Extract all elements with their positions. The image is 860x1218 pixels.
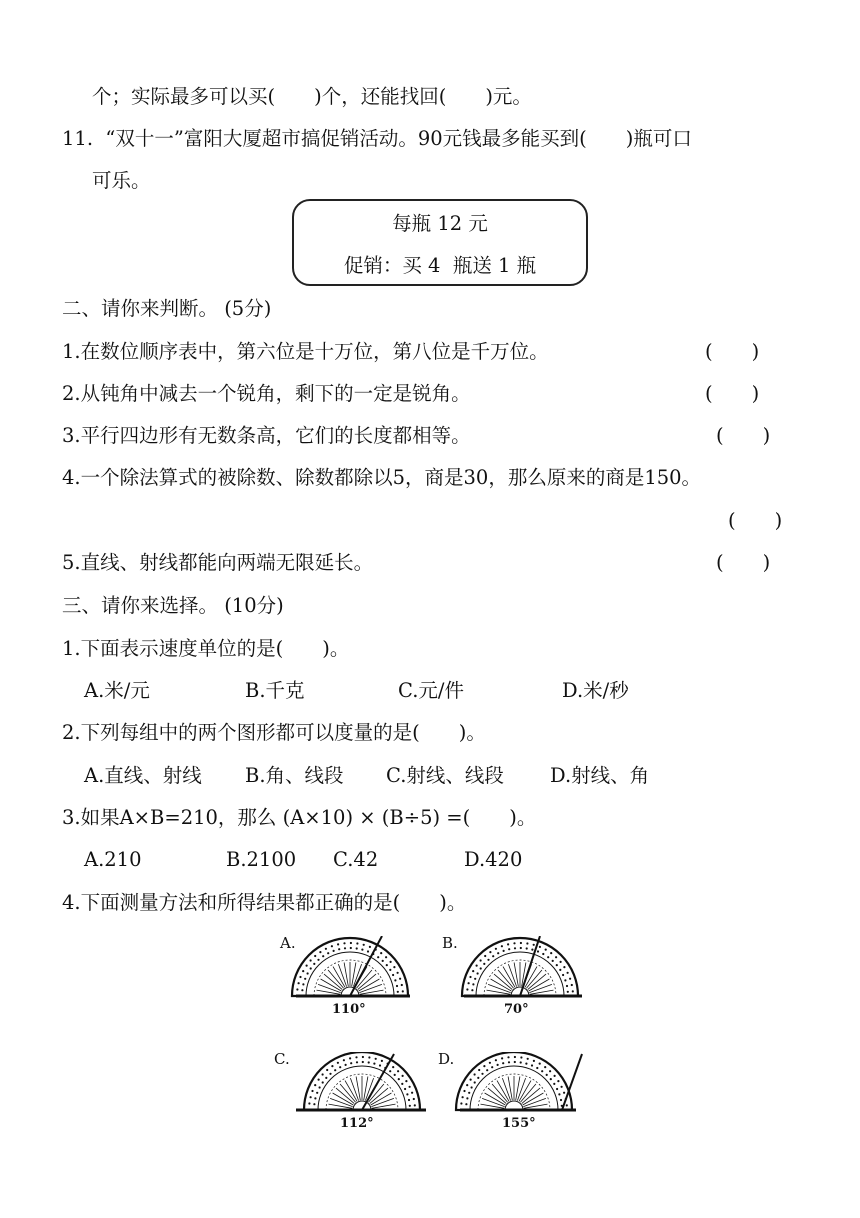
judge-1: 1.在数位顺序表中，第六位是十万位，第八位是千万位。 — [62, 340, 549, 363]
choice-2: 2.下列每组中的两个图形都可以度量的是( )。 — [62, 721, 486, 744]
choice-1-option-c[interactable]: C.元/件 — [398, 679, 464, 702]
protractor-label[interactable]: B. — [442, 934, 458, 952]
judge-2: 2.从钝角中减去一个锐角，剩下的一定是锐角。 — [62, 382, 471, 405]
choice-3-option-c[interactable]: C.42 — [333, 848, 379, 871]
protractor-figure-a — [282, 936, 442, 1026]
choice-2-option-d[interactable]: D.射线、角 — [550, 764, 650, 787]
choice-3-option-a[interactable]: A.210 — [84, 848, 142, 871]
protractor-reading: 155° — [502, 1116, 536, 1131]
protractor-figure-d — [440, 1052, 600, 1142]
judge-2-answer-blank[interactable]: ( ) — [705, 382, 760, 405]
judge-4: 4.一个除法算式的被除数、除数都除以5，商是30，那么原来的商是150。 — [62, 466, 702, 489]
judge-5-answer-blank[interactable]: ( ) — [716, 551, 771, 574]
choice-1-option-b[interactable]: B.千克 — [245, 679, 305, 702]
choice-3-option-d[interactable]: D.420 — [464, 848, 523, 871]
choice-1-option-a[interactable]: A.米/元 — [84, 679, 150, 702]
section-2-heading: 二、请你来判断。 (5分) — [62, 297, 272, 320]
choice-2-option-c[interactable]: C.射线、线段 — [386, 764, 504, 787]
choice-1: 1.下面表示速度单位的是( )。 — [62, 637, 350, 660]
q10-continuation: 个；实际最多可以买( )个，还能找回( )元。 — [92, 85, 532, 108]
choice-4: 4.下面测量方法和所得结果都正确的是( )。 — [62, 891, 467, 914]
promo-offer: 促销：买 4 瓶送 1 瓶 — [343, 254, 537, 277]
judge-1-answer-blank[interactable]: ( ) — [705, 340, 760, 363]
protractor-figure-b — [444, 936, 604, 1026]
protractor-label[interactable]: C. — [274, 1050, 290, 1068]
promo-box — [292, 199, 588, 286]
choice-2-option-a[interactable]: A.直线、射线 — [84, 764, 202, 787]
choice-1-option-d[interactable]: D.米/秒 — [562, 679, 629, 702]
promo-price: 每瓶 12 元 — [392, 212, 488, 235]
choice-3: 3.如果A×B=210，那么 (A×10) × (B÷5) =( )。 — [62, 806, 537, 829]
judge-3-answer-blank[interactable]: ( ) — [716, 424, 771, 447]
section-3-heading: 三、请你来选择。 (10分) — [62, 594, 284, 617]
q11-text: 11. “双十一”富阳大厦超市搞促销活动。90元钱最多能买到( )瓶可口 — [62, 127, 692, 150]
protractor-reading: 70° — [504, 1002, 529, 1017]
choice-3-option-b[interactable]: B.2100 — [226, 848, 297, 871]
protractor-figure-c — [276, 1052, 436, 1142]
protractor-label[interactable]: D. — [438, 1050, 455, 1068]
choice-2-option-b[interactable]: B.角、线段 — [245, 764, 344, 787]
protractor-reading: 110° — [332, 1002, 366, 1017]
protractor-label[interactable]: A. — [280, 934, 296, 952]
judge-4-answer-blank[interactable]: ( ) — [728, 509, 783, 532]
q11-text-cont: 可乐。 — [92, 169, 151, 192]
protractor-reading: 112° — [340, 1116, 374, 1131]
judge-5: 5.直线、射线都能向两端无限延长。 — [62, 551, 374, 574]
judge-3: 3.平行四边形有无数条高，它们的长度都相等。 — [62, 424, 471, 447]
